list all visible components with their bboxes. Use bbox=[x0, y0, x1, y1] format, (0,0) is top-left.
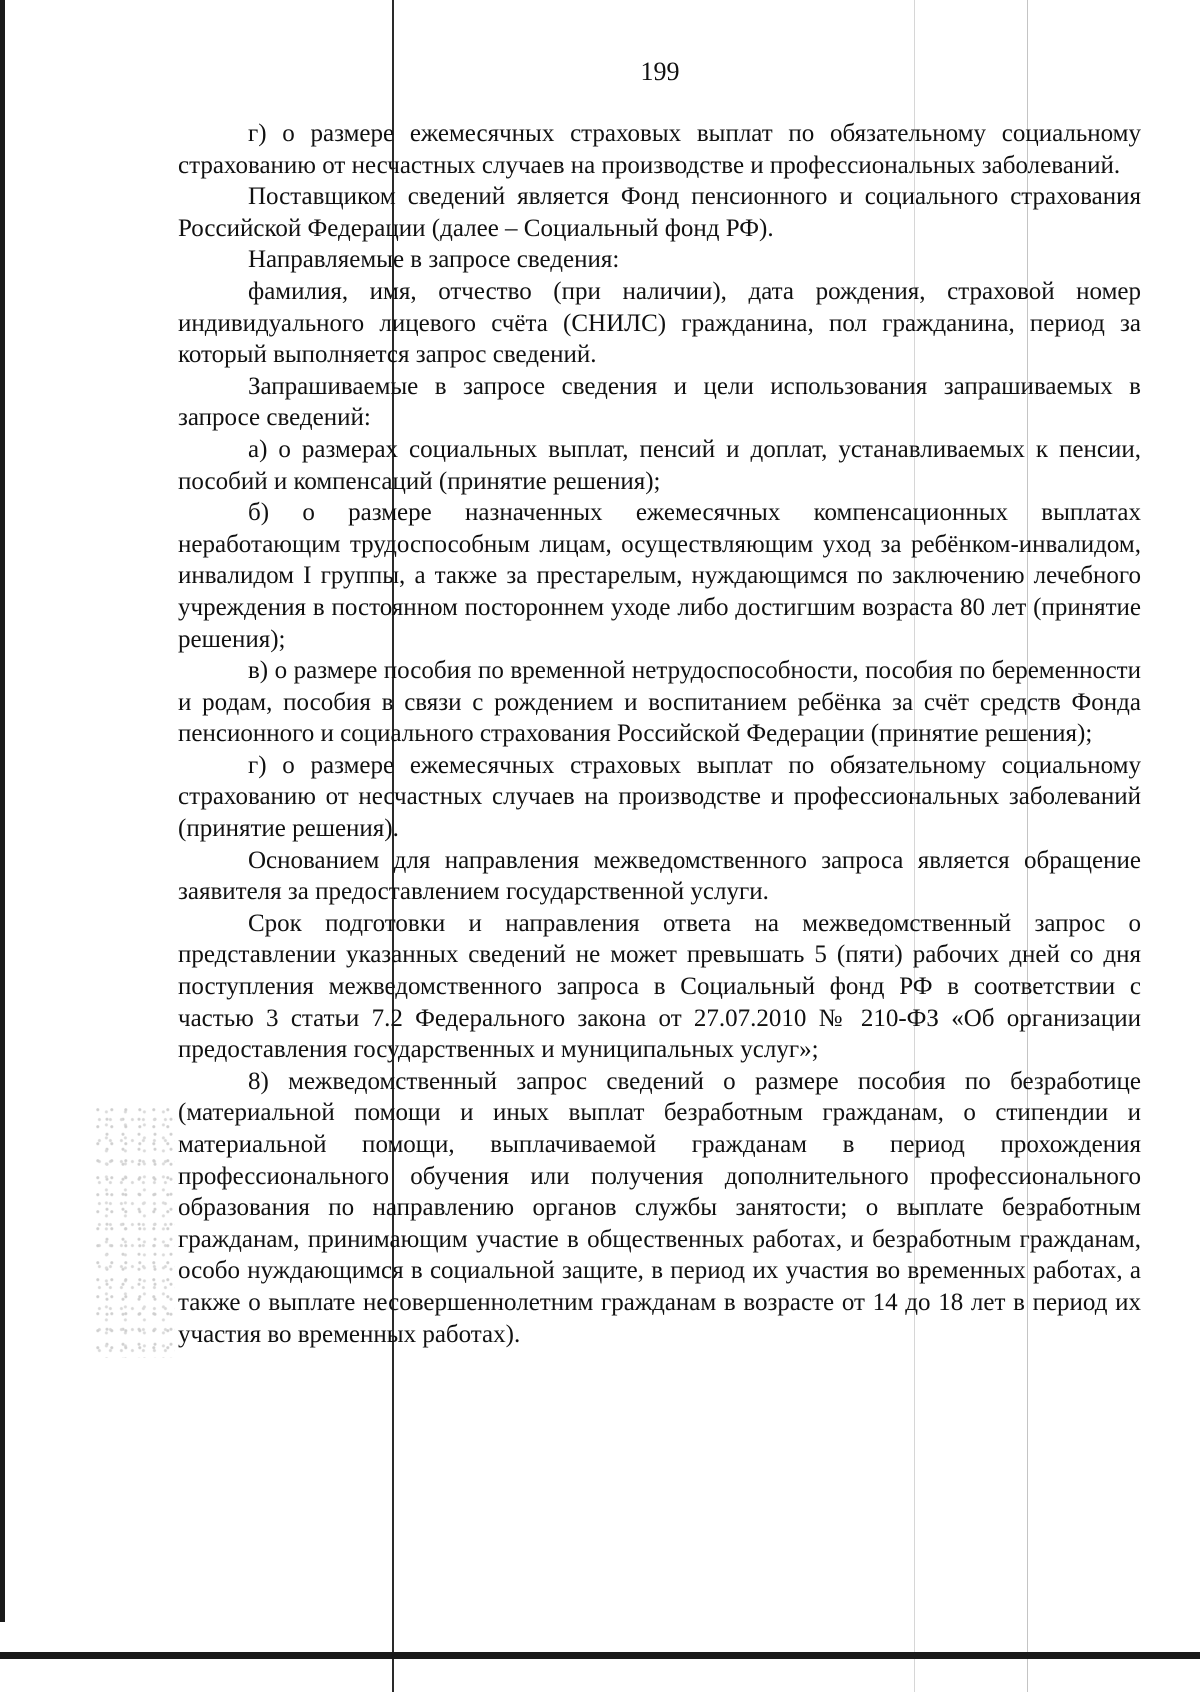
scan-edge-left bbox=[0, 0, 5, 1622]
scan-speckle bbox=[95, 1108, 175, 1358]
paragraph: фамилия, имя, отчество (при наличии), дата рождения, страховой номер индивидуального лицевого счёта (СНИЛС) гражданина, пол гражданина, период за который выполняется запрос сведений. bbox=[178, 277, 1141, 369]
scan-edge-bottom bbox=[0, 1652, 1200, 1659]
paragraph: в) о размере пособия по временной нетрудоспособности, пособия по беременности и родам, пособия в связи с рождением и воспитанием ребёнка за счёт средств Фонда пенсионного и социального страхования Российской Федерации (принятие решения); bbox=[178, 657, 1141, 748]
paragraph: Направляемые в запросе сведения: bbox=[248, 246, 620, 274]
paragraph: Срок подготовки и направления ответа на межведомственный запрос о представлении указанных сведений не может превышать 5 (пяти) рабочих дней со дня поступления межведомственного запроса в Социальный фонд РФ в соответствии с частью 3 статьи 7.2 Федерального закона от 27.07.2010 № 210-ФЗ «Об организации предоставления государственных и муниципальных услуг»; bbox=[178, 909, 1141, 1064]
page-number: 199 bbox=[640, 57, 680, 86]
paragraph: Запрашиваемые в запросе сведения и цели использования запрашиваемых в запросе сведений: bbox=[178, 372, 1141, 432]
paragraph: а) о размерах социальных выплат, пенсий и доплат, устанавливаемых к пенсии, пособий и компенсаций (принятие решения); bbox=[178, 435, 1141, 495]
paragraph: г) о размере ежемесячных страховых выплат по обязательному социальному страхованию от несчастных случаев на производстве и профессиональных заболеваний (принятие решения). bbox=[178, 751, 1141, 843]
document-body bbox=[178, 118, 1141, 1350]
paragraph: 8) межведомственный запрос сведений о размере пособия по безработице (материальной помощи и иных выплат безработным гражданам, о стипендии и материальной помощи, выплачиваемой гражданам в период прохождения профессионального обучения или получения дополнительного профессионального образования по направлению органов службы занятости; о выплате безработным гражданам, принимающим участие в общественных работах, и безработным гражданам, особо нуждающимся в социальной защите, в период их участия во временных работах, а также о выплате несовершеннолетним гражданам в возрасте от 14 до 18 лет в период их участия во временных работах). bbox=[178, 1067, 1141, 1348]
paragraph: Поставщиком сведений является Фонд пенсионного и социального страхования Российской Федерации (далее – Социальный фонд РФ). bbox=[178, 183, 1141, 242]
paragraph: г) о размере ежемесячных страховых выплат по обязательному социальному страхованию от несчастных случаев на производстве и профессиональных заболеваний. bbox=[178, 120, 1141, 179]
paragraph: Основанием для направления межведомственного запроса является обращение заявителя за предоставлением государственной услуги. bbox=[178, 846, 1141, 906]
paragraph: б) о размере назначенных ежемесячных компенсационных выплатах неработающим трудоспособным лицам, осуществляющим уход за ребёнком-инвалидом, инвалидом I группы, а также за престарелым, нуждающимся по заключению лечебного учреждения в постоянном постороннем уходе либо достигшим возраста 80 лет (принятие решения); bbox=[178, 499, 1141, 653]
